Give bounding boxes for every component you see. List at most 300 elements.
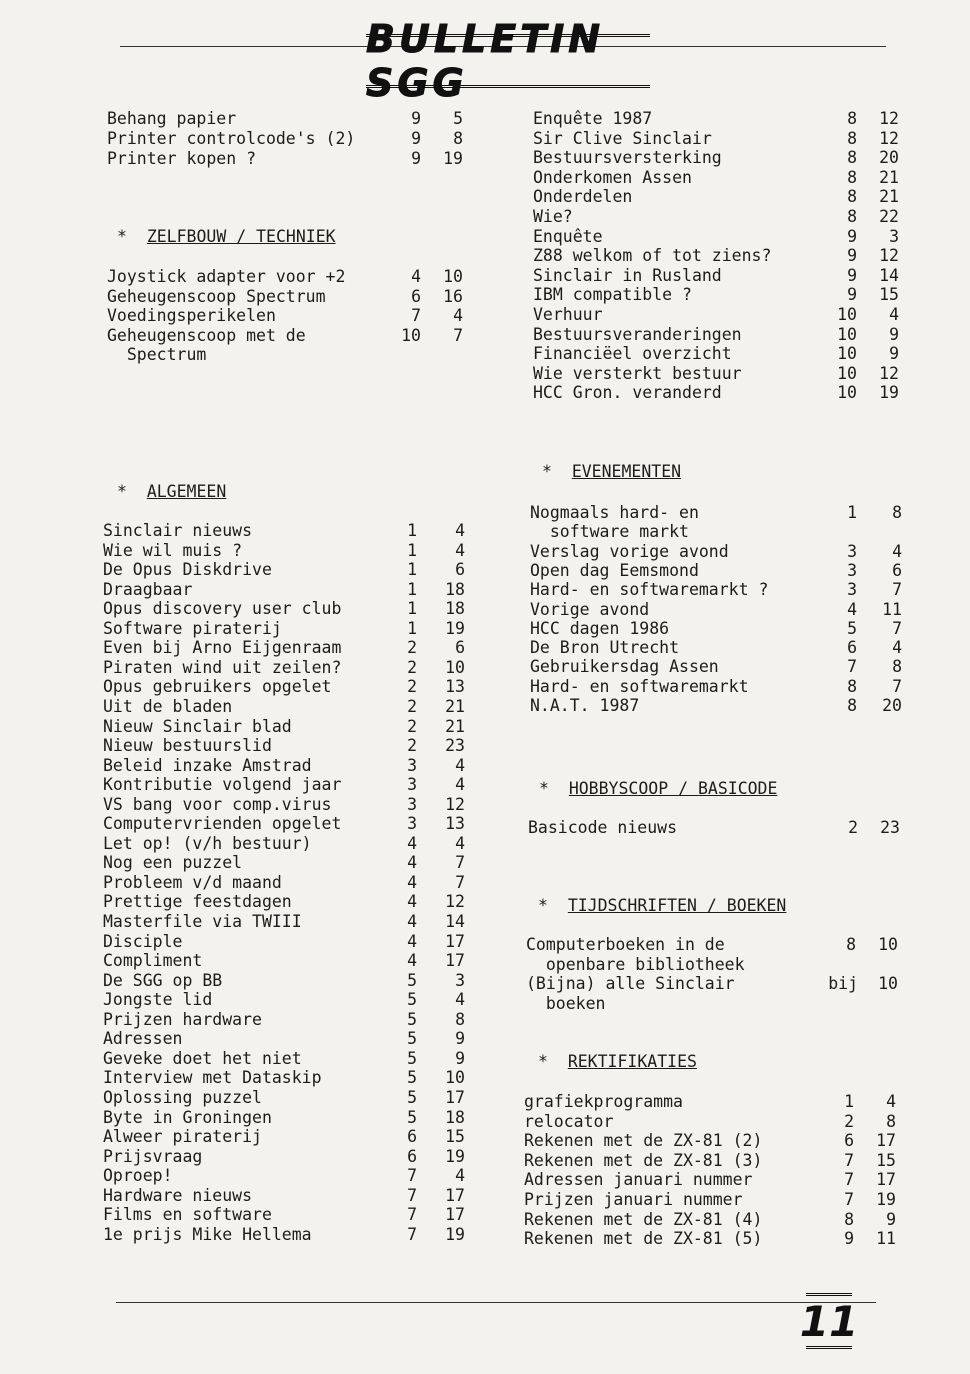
entry-page: 18 bbox=[445, 579, 465, 599]
entry-title: Basicode nieuws bbox=[528, 818, 678, 837]
section-heading-zelfbouw bbox=[117, 227, 336, 247]
entry-page: 17 bbox=[445, 931, 465, 951]
entry-title: Behang papier bbox=[107, 109, 237, 128]
entry-title: Prettige feestdagen bbox=[103, 892, 292, 912]
entry-title: Nogmaals hard- en bbox=[530, 503, 699, 522]
index-entry bbox=[526, 955, 902, 975]
index-entry bbox=[533, 129, 903, 149]
entry-issue: 5 bbox=[407, 1107, 417, 1127]
index-entry bbox=[103, 717, 469, 737]
index-entry bbox=[524, 1170, 900, 1190]
entry-page: 4 bbox=[886, 1092, 896, 1111]
index-entry bbox=[103, 775, 469, 795]
entry-page: 9 bbox=[455, 1029, 465, 1049]
entry-issue: 8 bbox=[847, 207, 857, 226]
index-entry bbox=[103, 521, 469, 541]
entry-issue: 4 bbox=[407, 931, 417, 951]
index-entry bbox=[524, 1131, 900, 1151]
index-entry bbox=[524, 1112, 900, 1132]
index-entry bbox=[533, 266, 903, 286]
entry-page: 6 bbox=[892, 560, 902, 580]
index-entry bbox=[530, 542, 906, 562]
entry-page: 4 bbox=[453, 306, 463, 326]
entry-issue: 5 bbox=[407, 1068, 417, 1088]
entry-title: Probleem v/d maand bbox=[103, 872, 282, 892]
entry-page: 12 bbox=[445, 794, 465, 814]
entry-issue: 2 bbox=[844, 1111, 854, 1131]
entry-issue: 3 bbox=[407, 755, 417, 775]
entry-issue: 5 bbox=[407, 1009, 417, 1029]
entry-title: De Bron Utrecht bbox=[530, 638, 680, 658]
entry-page: 21 bbox=[445, 696, 465, 716]
index-entry bbox=[103, 971, 469, 991]
entry-issue: 7 bbox=[844, 1190, 854, 1209]
index-entry bbox=[533, 344, 903, 364]
index-entry bbox=[103, 1088, 469, 1108]
entry-issue: 1 bbox=[407, 540, 417, 560]
entry-title: Computerboeken in de bbox=[526, 935, 725, 954]
entry-title: Rekenen met de ZX-81 (2) bbox=[524, 1131, 763, 1151]
entry-title: Gebruikersdag Assen bbox=[530, 657, 719, 677]
index-entry bbox=[103, 1205, 469, 1225]
entry-title: Software piraterij bbox=[103, 618, 282, 638]
index-entry bbox=[107, 287, 467, 307]
entry-issue: 1 bbox=[407, 599, 417, 619]
heading-label: REKTIFIKATIES bbox=[567, 1052, 697, 1071]
entry-title: Masterfile via TWIII bbox=[103, 912, 302, 931]
entry-title: Printer controlcode's (2) bbox=[107, 128, 356, 148]
entry-title: Opus gebruikers opgelet bbox=[103, 677, 332, 697]
entry-page: 10 bbox=[443, 267, 463, 286]
index-entry bbox=[103, 1068, 469, 1088]
index-entry bbox=[103, 1108, 469, 1128]
entry-issue: 3 bbox=[407, 775, 417, 795]
index-entry bbox=[533, 285, 903, 305]
entry-title: De Opus Diskdrive bbox=[103, 560, 272, 580]
index-entry bbox=[103, 541, 469, 561]
entry-title: Piraten wind uit zeilen? bbox=[103, 657, 342, 677]
entry-page: 4 bbox=[889, 305, 899, 324]
entry-issue: 4 bbox=[407, 853, 417, 873]
entry-title: grafiekprogramma bbox=[524, 1092, 683, 1111]
section-heading-algemeen bbox=[117, 482, 226, 502]
masthead bbox=[366, 17, 650, 105]
index-entry bbox=[526, 935, 902, 955]
entry-issue: bij bbox=[828, 974, 858, 994]
index-entry bbox=[103, 834, 469, 854]
index-entry bbox=[533, 364, 903, 384]
entry-title: Opus discovery user club bbox=[103, 599, 342, 619]
entry-issue: 2 bbox=[848, 818, 858, 837]
entry-issue: 10 bbox=[837, 324, 857, 344]
entry-issue: 5 bbox=[847, 618, 857, 638]
heading-label: ZELFBOUW / TECHNIEK bbox=[146, 227, 336, 246]
entry-page: 6 bbox=[455, 638, 465, 658]
entry-issue: 9 bbox=[411, 128, 421, 148]
entry-issue: 9 bbox=[844, 1229, 854, 1249]
entry-title: Adressen januari nummer bbox=[524, 1170, 753, 1190]
entry-issue: 8 bbox=[847, 128, 857, 148]
entry-issue: 6 bbox=[844, 1131, 854, 1151]
entry-page: 23 bbox=[880, 818, 900, 837]
entry-title: Rekenen met de ZX-81 (3) bbox=[524, 1150, 763, 1170]
entry-page: 18 bbox=[445, 1107, 465, 1127]
entry-issue: 9 bbox=[847, 265, 857, 285]
entry-page: 19 bbox=[876, 1190, 896, 1209]
entry-title: Verhuur bbox=[533, 305, 603, 324]
index-entry bbox=[103, 1010, 469, 1030]
entry-title: Adressen bbox=[103, 1029, 183, 1049]
index-entry bbox=[103, 638, 469, 658]
entry-title: Wie versterkt bestuur bbox=[533, 363, 742, 383]
entry-issue: 8 bbox=[846, 935, 856, 954]
entry-title: Byte in Groningen bbox=[103, 1107, 272, 1127]
entry-issue: 3 bbox=[847, 560, 857, 580]
index-entry bbox=[107, 345, 467, 365]
entry-issue: 8 bbox=[847, 109, 857, 128]
index-entry bbox=[103, 580, 469, 600]
entry-title: Enquête 1987 bbox=[533, 109, 653, 128]
heading-label: EVENEMENTEN bbox=[571, 462, 682, 481]
entry-page: 18 bbox=[445, 599, 465, 619]
entry-issue: 4 bbox=[407, 951, 417, 971]
index-entry bbox=[103, 814, 469, 834]
entry-page: 6 bbox=[455, 560, 465, 580]
entry-issue: 7 bbox=[407, 1224, 417, 1244]
entry-page: 15 bbox=[876, 1150, 896, 1170]
entry-title: Interview met Dataskip bbox=[103, 1068, 322, 1088]
entry-page: 4 bbox=[455, 990, 465, 1010]
entry-title: Hard- en softwaremarkt ? bbox=[530, 580, 769, 600]
entry-page: 7 bbox=[892, 676, 902, 696]
entry-title: Bestuursversterking bbox=[533, 148, 722, 168]
entry-page: 4 bbox=[455, 833, 465, 853]
entry-title: Vorige avond bbox=[530, 599, 650, 619]
entry-title: Computervrienden opgelet bbox=[103, 814, 342, 834]
entry-page: 11 bbox=[876, 1229, 896, 1249]
entry-issue: 4 bbox=[407, 872, 417, 892]
entry-title: Even bij Arno Eijgenraam bbox=[103, 638, 342, 658]
entry-page: 19 bbox=[443, 148, 463, 168]
entry-title: N.A.T. 1987 bbox=[530, 696, 640, 715]
entry-title: Prijzen januari nummer bbox=[524, 1190, 743, 1209]
index-entry bbox=[526, 974, 902, 994]
entry-title: Verslag vorige avond bbox=[530, 541, 729, 561]
entry-page: 10 bbox=[445, 1068, 465, 1088]
entry-title: Uit de bladen bbox=[103, 696, 233, 716]
index-entry bbox=[107, 306, 467, 326]
entry-page: 17 bbox=[445, 1205, 465, 1225]
index-entry bbox=[533, 383, 903, 403]
index-entry bbox=[533, 246, 903, 266]
entry-issue: 10 bbox=[837, 383, 857, 403]
index-entry bbox=[103, 736, 469, 756]
entry-page: 9 bbox=[886, 1209, 896, 1229]
entry-issue: 9 bbox=[847, 285, 857, 305]
entry-title: Financiëel overzicht bbox=[533, 344, 732, 364]
index-entry bbox=[103, 1049, 469, 1069]
entry-title: Compliment bbox=[103, 951, 203, 971]
entry-issue: 9 bbox=[847, 246, 857, 266]
entry-page: 10 bbox=[878, 974, 898, 994]
entry-title: 1e prijs Mike Hellema bbox=[103, 1224, 312, 1244]
entry-issue: 3 bbox=[847, 541, 857, 561]
index-entry bbox=[103, 1147, 469, 1167]
entry-title: openbare bibliotheek bbox=[526, 954, 745, 974]
entry-page: 11 bbox=[882, 599, 902, 619]
entry-issue: 5 bbox=[407, 970, 417, 990]
index-entry bbox=[530, 638, 906, 658]
entry-title: Let op! (v/h bestuur) bbox=[103, 833, 312, 853]
entry-issue: 5 bbox=[407, 1048, 417, 1068]
entry-title: software markt bbox=[530, 522, 689, 542]
entry-page: 13 bbox=[445, 814, 465, 834]
index-entry bbox=[103, 697, 469, 717]
entry-page: 10 bbox=[878, 935, 898, 954]
index-entry bbox=[530, 677, 906, 697]
entry-page: 21 bbox=[879, 187, 899, 207]
entry-issue: 7 bbox=[407, 1205, 417, 1225]
entry-page: 8 bbox=[892, 657, 902, 677]
entry-issue: 8 bbox=[844, 1209, 854, 1229]
entry-title: Spectrum bbox=[107, 345, 207, 365]
masthead-title: BULLETIN SGG bbox=[366, 34, 650, 88]
entry-issue: 8 bbox=[847, 696, 857, 715]
entry-page: 7 bbox=[453, 325, 463, 345]
entry-title: Onderkomen Assen bbox=[533, 167, 692, 187]
entry-issue: 7 bbox=[844, 1150, 854, 1170]
index-entry bbox=[530, 580, 906, 600]
entry-issue: 5 bbox=[407, 1029, 417, 1049]
entry-issue: 6 bbox=[411, 286, 421, 306]
heading-label: HOBBYSCOOP / BASICODE bbox=[568, 779, 778, 798]
entry-page: 17 bbox=[445, 1185, 465, 1205]
entry-page: 9 bbox=[455, 1048, 465, 1068]
index-entry bbox=[103, 1029, 469, 1049]
index-entry bbox=[533, 148, 903, 168]
entry-title: HCC Gron. veranderd bbox=[533, 383, 722, 403]
index-entry bbox=[107, 109, 467, 129]
entry-issue: 6 bbox=[847, 638, 857, 658]
section-heading-rektifikaties bbox=[538, 1052, 697, 1072]
index-entry bbox=[103, 873, 469, 893]
entry-title: Prijzen hardware bbox=[103, 1009, 262, 1029]
entry-title: Disciple bbox=[103, 931, 183, 951]
index-entry bbox=[530, 503, 906, 523]
entry-page: 4 bbox=[892, 638, 902, 658]
entry-issue: 1 bbox=[407, 560, 417, 580]
entry-title: relocator bbox=[524, 1111, 614, 1131]
entry-page: 21 bbox=[879, 167, 899, 187]
entry-issue: 10 bbox=[837, 305, 857, 324]
index-entry bbox=[533, 305, 903, 325]
entry-issue: 4 bbox=[407, 892, 417, 912]
index-entry bbox=[530, 522, 906, 542]
heading-bullet: * bbox=[117, 227, 147, 246]
entry-page: 13 bbox=[445, 677, 465, 697]
index-entry bbox=[103, 990, 469, 1010]
entry-title: Prijsvraag bbox=[103, 1146, 203, 1166]
index-entry bbox=[103, 1225, 469, 1245]
entry-title: Open dag Eemsmond bbox=[530, 560, 699, 580]
index-entry bbox=[530, 619, 906, 639]
entry-issue: 2 bbox=[407, 716, 417, 736]
index-entry bbox=[103, 756, 469, 776]
entry-title: De SGG op BB bbox=[103, 970, 223, 990]
entry-issue: 5 bbox=[407, 990, 417, 1010]
entry-title: Rekenen met de ZX-81 (5) bbox=[524, 1229, 763, 1249]
entry-page: 15 bbox=[445, 1127, 465, 1147]
entry-page: 20 bbox=[879, 148, 899, 168]
entry-page: 7 bbox=[455, 853, 465, 873]
index-entry bbox=[103, 599, 469, 619]
index-entry bbox=[524, 1210, 900, 1230]
entry-title: (Bijna) alle Sinclair bbox=[526, 974, 735, 994]
entry-issue: 10 bbox=[837, 344, 857, 364]
entry-issue: 6 bbox=[407, 1127, 417, 1147]
entry-page: 17 bbox=[876, 1131, 896, 1151]
entry-title: Films en software bbox=[103, 1205, 272, 1225]
index-entry bbox=[103, 1166, 469, 1186]
entry-page: 19 bbox=[445, 1146, 465, 1166]
entry-issue: 4 bbox=[847, 599, 857, 619]
entry-issue: 4 bbox=[407, 833, 417, 853]
entry-page: 14 bbox=[445, 912, 465, 931]
entry-title: Geveke doet het niet bbox=[103, 1048, 302, 1068]
entry-issue: 9 bbox=[411, 109, 421, 128]
entry-page: 12 bbox=[879, 363, 899, 383]
entry-page: 12 bbox=[445, 892, 465, 912]
page-number: 11 bbox=[806, 1293, 852, 1349]
entry-page: 19 bbox=[445, 1224, 465, 1244]
bottom-rule bbox=[116, 1302, 876, 1303]
entry-page: 8 bbox=[892, 503, 902, 522]
entry-issue: 2 bbox=[407, 638, 417, 658]
entry-title: Geheugenscoop met de bbox=[107, 325, 306, 345]
heading-bullet: * bbox=[538, 1052, 568, 1071]
index-entry bbox=[524, 1229, 900, 1249]
entry-issue: 1 bbox=[407, 521, 417, 540]
entry-page: 17 bbox=[445, 951, 465, 971]
index-entry bbox=[107, 267, 467, 287]
entry-issue: 2 bbox=[407, 677, 417, 697]
index-entry bbox=[107, 326, 467, 346]
entry-issue: 3 bbox=[407, 794, 417, 814]
entry-page: 15 bbox=[879, 285, 899, 305]
entry-title: HCC dagen 1986 bbox=[530, 618, 670, 638]
entry-title: VS bang voor comp.virus bbox=[103, 794, 332, 814]
entry-issue: 10 bbox=[401, 325, 421, 345]
entry-title: Oplossing puzzel bbox=[103, 1087, 262, 1107]
entry-title: Voedingsperikelen bbox=[107, 306, 276, 326]
entry-page: 8 bbox=[886, 1111, 896, 1131]
index-entry bbox=[103, 912, 469, 932]
entry-title: Rekenen met de ZX-81 (4) bbox=[524, 1209, 763, 1229]
section-heading-evenementen bbox=[542, 462, 681, 482]
entry-page: 7 bbox=[892, 580, 902, 600]
entry-title: Nog een puzzel bbox=[103, 853, 243, 873]
entry-issue: 7 bbox=[407, 1185, 417, 1205]
index-entry bbox=[533, 168, 903, 188]
heading-bullet: * bbox=[539, 779, 569, 798]
entry-issue: 2 bbox=[407, 736, 417, 756]
heading-label: TIJDSCHRIFTEN / BOEKEN bbox=[567, 896, 787, 915]
entry-page: 9 bbox=[889, 344, 899, 364]
entry-issue: 6 bbox=[407, 1146, 417, 1166]
index-entry bbox=[107, 129, 467, 149]
index-entry bbox=[530, 657, 906, 677]
entry-page: 10 bbox=[445, 657, 465, 677]
index-entry bbox=[533, 207, 903, 227]
entry-title: Beleid inzake Amstrad bbox=[103, 755, 312, 775]
section-heading-tijdschriften bbox=[538, 896, 786, 916]
entry-title: Wie? bbox=[533, 207, 573, 226]
index-entry bbox=[103, 1186, 469, 1206]
index-entry bbox=[524, 1092, 900, 1112]
entry-page: 21 bbox=[445, 716, 465, 736]
entry-title: Sir Clive Sinclair bbox=[533, 128, 712, 148]
entry-title: Sinclair nieuws bbox=[103, 521, 253, 540]
entry-issue: 3 bbox=[407, 814, 417, 834]
index-entry bbox=[103, 951, 469, 971]
heading-bullet: * bbox=[542, 462, 572, 481]
entry-issue: 1 bbox=[407, 618, 417, 638]
index-entry bbox=[530, 600, 906, 620]
entry-issue: 9 bbox=[411, 148, 421, 168]
entry-page: 3 bbox=[889, 226, 899, 246]
index-entry bbox=[533, 109, 903, 129]
entry-issue: 4 bbox=[411, 267, 421, 286]
entry-page: 12 bbox=[879, 128, 899, 148]
entry-title: Hardware nieuws bbox=[103, 1185, 253, 1205]
index-entry bbox=[103, 658, 469, 678]
entry-title: Alweer piraterij bbox=[103, 1127, 262, 1147]
entry-page: 3 bbox=[455, 970, 465, 990]
entry-title: Joystick adapter voor +2 bbox=[107, 267, 346, 286]
entry-page: 7 bbox=[455, 872, 465, 892]
heading-bullet: * bbox=[538, 896, 568, 915]
entry-issue: 1 bbox=[847, 503, 857, 522]
entry-title: IBM compatible ? bbox=[533, 285, 692, 305]
entry-title: Oproep! bbox=[103, 1166, 173, 1186]
entry-page: 8 bbox=[455, 1009, 465, 1029]
entry-issue: 7 bbox=[844, 1170, 854, 1190]
entry-page: 5 bbox=[453, 109, 463, 128]
entry-issue: 8 bbox=[847, 676, 857, 696]
entry-title: Enquête bbox=[533, 226, 603, 246]
index-entry bbox=[533, 227, 903, 247]
entry-title: Nieuw bestuurslid bbox=[103, 736, 272, 756]
entry-issue: 7 bbox=[847, 657, 857, 677]
entry-page: 12 bbox=[879, 109, 899, 128]
entry-page: 4 bbox=[892, 541, 902, 561]
entry-page: 17 bbox=[445, 1087, 465, 1107]
index-entry bbox=[103, 619, 469, 639]
entry-title: Printer kopen ? bbox=[107, 148, 257, 168]
entry-issue: 1 bbox=[407, 579, 417, 599]
heading-bullet: * bbox=[117, 482, 147, 501]
entry-page: 4 bbox=[455, 1166, 465, 1186]
entry-page: 16 bbox=[443, 286, 463, 306]
index-entry bbox=[103, 795, 469, 815]
index-entry bbox=[103, 1127, 469, 1147]
entry-page: 20 bbox=[882, 696, 902, 715]
heading-label: ALGEMEEN bbox=[146, 482, 227, 501]
entry-title: Jongste lid bbox=[103, 990, 213, 1010]
entry-issue: 8 bbox=[847, 167, 857, 187]
entry-issue: 8 bbox=[847, 187, 857, 207]
entry-title: Geheugenscoop Spectrum bbox=[107, 286, 326, 306]
